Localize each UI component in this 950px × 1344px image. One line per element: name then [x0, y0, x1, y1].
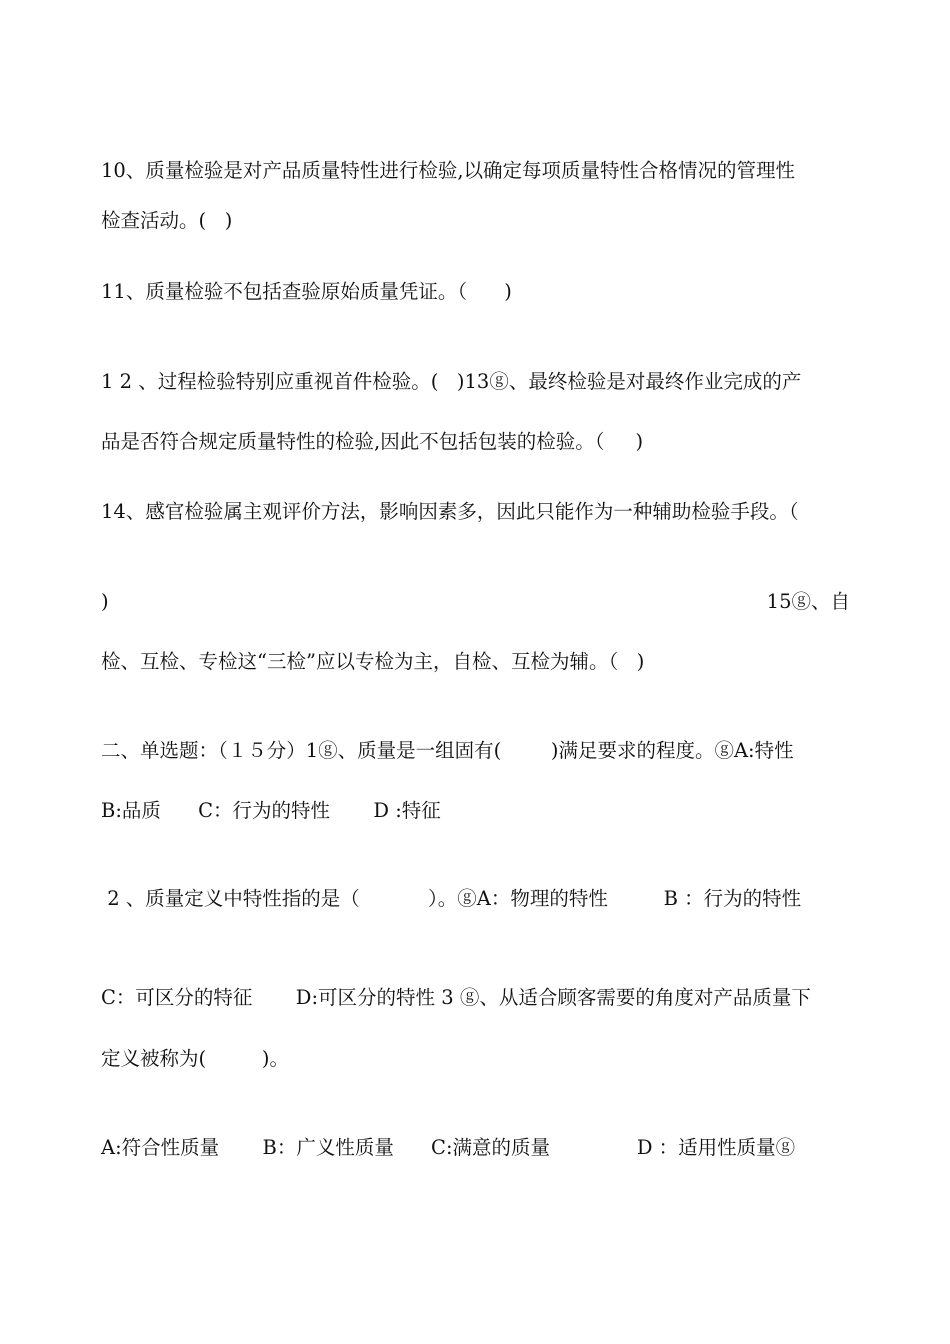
- question-3-options: A:符合性质量 B：广义性质量 C:满意的质量 D ：适用性质量ⓖ: [101, 1136, 796, 1159]
- question-2-3-line: C：可区分的特征 D:可区分的特性 3 ⓖ、从适合顾客需要的角度对产品质量下: [101, 986, 811, 1009]
- question-15-line-2: 检、互检、专检这“三检”应以专检为主，自检、互检为辅。（ ): [101, 650, 645, 673]
- question-15-start: 15ⓖ、自: [766, 590, 850, 613]
- question-12-13-line-1: 1 2 、过程检验特别应重视首件检验。( )13ⓖ、最终检验是对最终作业完成的产: [101, 370, 802, 393]
- question-11: 11、质量检验不包括查验原始质量凭证。（ ): [101, 280, 512, 303]
- question-14-line-1: 14、感官检验属主观评价方法，影响因素多，因此只能作为一种辅助检验手段。（: [101, 500, 799, 523]
- question-3-line-2: 定义被称为( )。: [101, 1047, 290, 1070]
- question-2-line-1: 2 、质量定义中特性指的是（ ）。ⓖA：物理的特性 B ：行为的特性: [101, 887, 802, 910]
- question-10-line-1: 10、质量检验是对产品质量特性进行检验,以确定每项质量特性合格情况的管理性: [101, 159, 796, 182]
- question-14-closing-paren: ): [101, 590, 109, 613]
- question-1-options: B:品质 C：行为的特性 D :特征: [101, 799, 441, 822]
- section-2-heading-q1: 二、单选题：（１５分）1ⓖ、质量是一组固有( )满足要求的程度。ⓖA:特性: [101, 739, 794, 762]
- question-10-line-2: 检查活动。( ): [101, 209, 233, 232]
- question-14-15-split-line: [101, 588, 850, 616]
- question-13-line-2: 品是否符合规定质量特性的检验,因此不包括包装的检验。（ ): [101, 430, 644, 453]
